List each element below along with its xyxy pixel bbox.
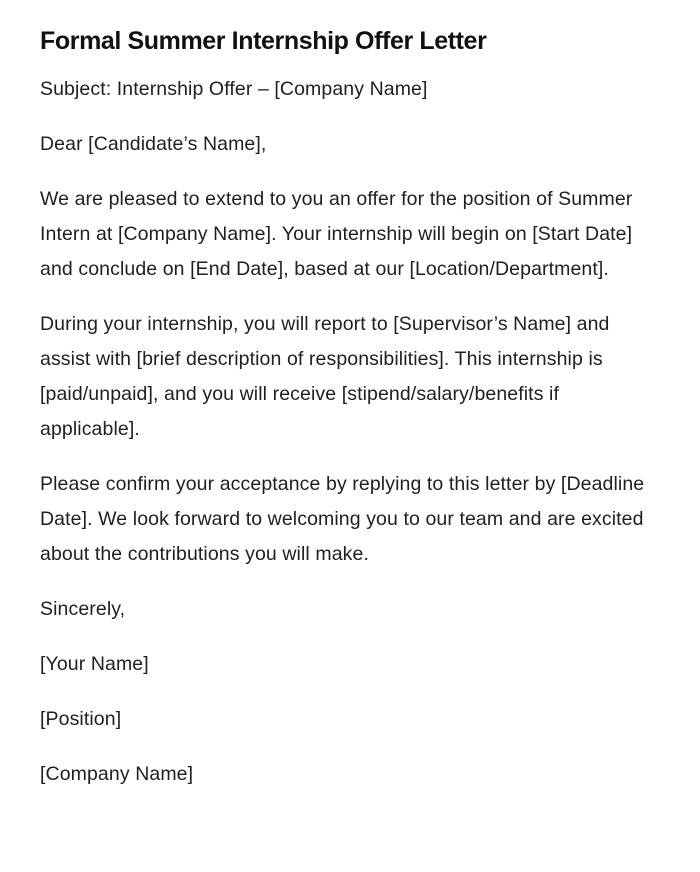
- signature-company: [Company Name]: [40, 763, 194, 785]
- letter-subject: Subject: Internship Offer – [Company Name]: [40, 78, 428, 100]
- letter-paragraph-duties: During your internship, you will report to [Supervisor’s Name] and assist with [brief description of responsibilities]. This internship is [paid/unpaid], and you will receive [stipend/salary/benefits if applicable].: [40, 313, 610, 440]
- letter-closing: Sincerely,: [40, 598, 126, 620]
- letter-paragraph-confirmation: Please confirm your acceptance by replying to this letter by [Deadline Date]. We look forward to welcoming you to our team and are excited about the contributions you will make.: [40, 473, 645, 565]
- signature-position: [Position]: [40, 708, 122, 730]
- signature-name: [Your Name]: [40, 653, 149, 675]
- letter-paragraph-offer: We are pleased to extend to you an offer for the position of Summer Intern at [Company Name]. Your internship will begin on [Start Date] and conclude on [End Date], based at our [Location/Department].: [40, 188, 633, 280]
- letter-salutation: Dear [Candidate’s Name],: [40, 133, 267, 155]
- letter-title: Formal Summer Internship Offer Letter: [40, 27, 487, 55]
